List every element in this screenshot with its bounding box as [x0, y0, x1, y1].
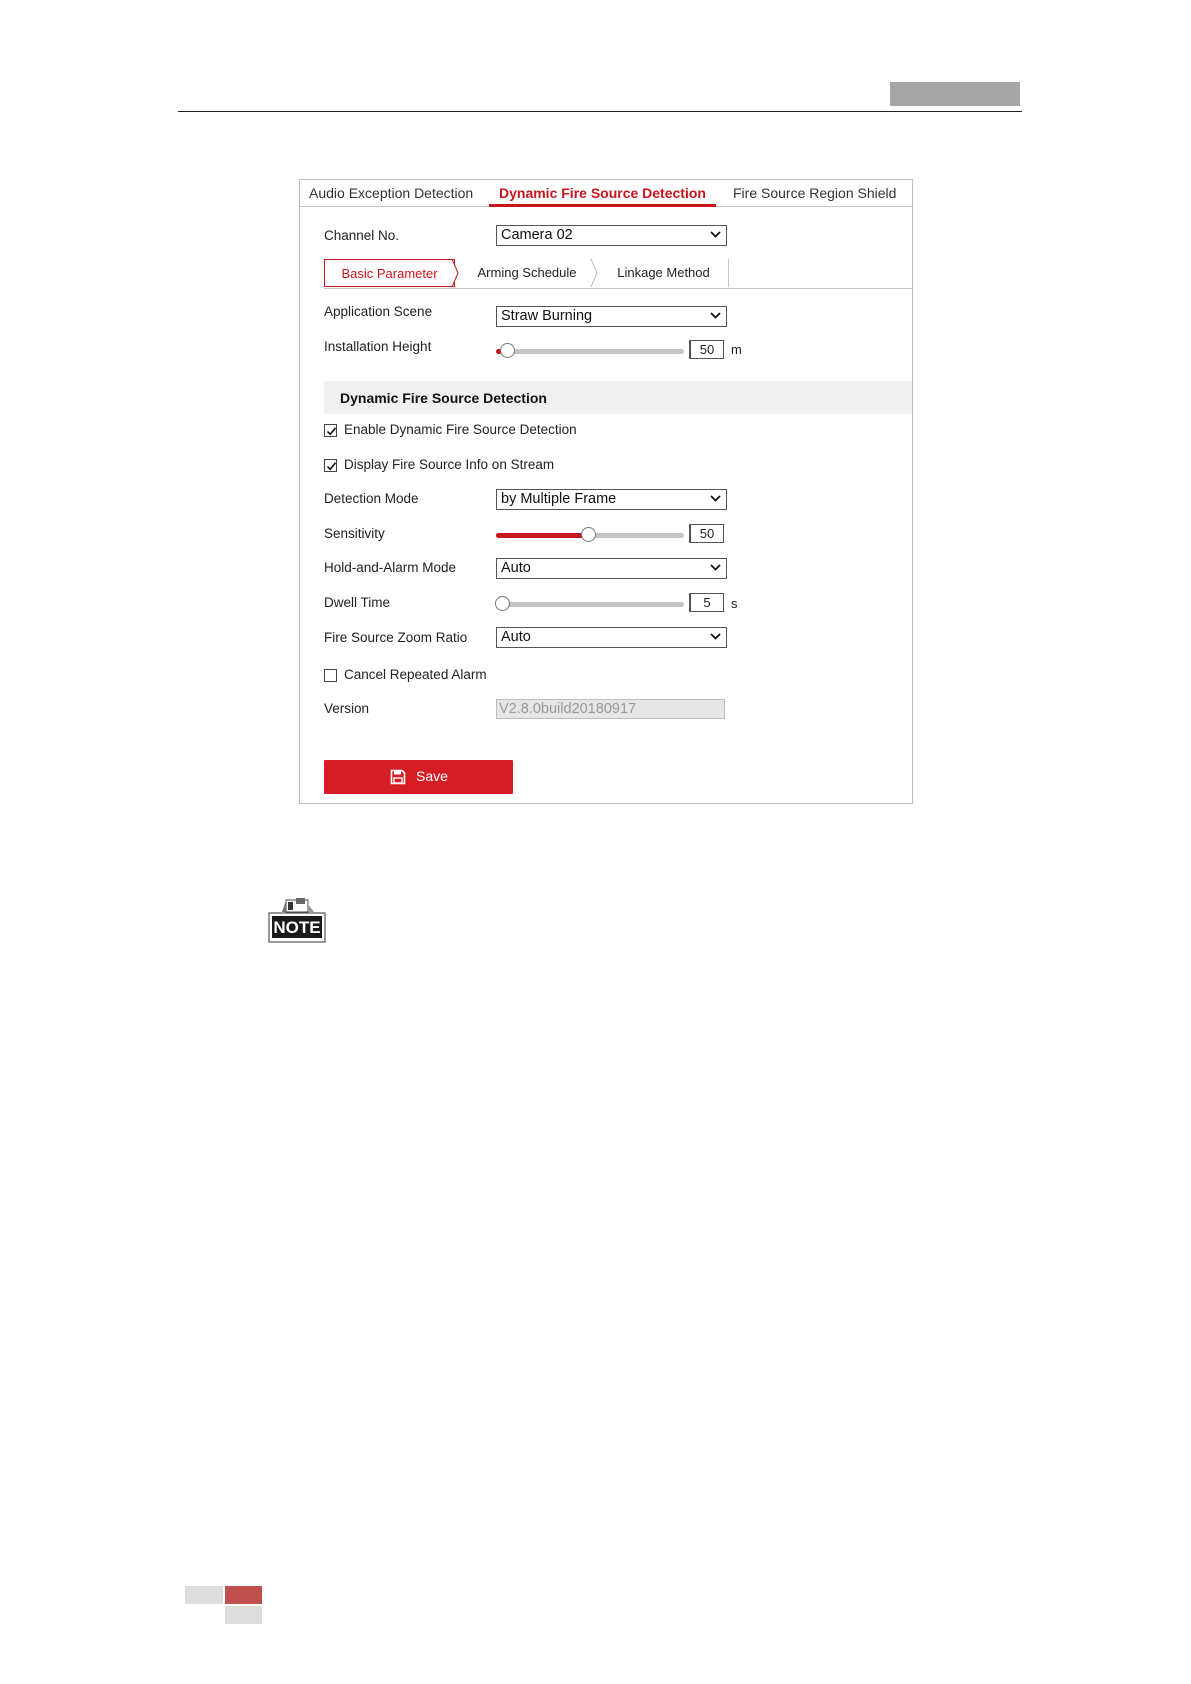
dwell-time-label: Dwell Time — [324, 595, 391, 610]
tab-separator — [590, 259, 598, 287]
save-label: Save — [416, 768, 448, 784]
checkmark-icon — [325, 425, 338, 438]
tab-dynamic-fire-source-detection[interactable]: Dynamic Fire Source Detection — [499, 180, 706, 206]
section-header — [324, 381, 912, 414]
header-block — [890, 82, 1020, 106]
chevron-down-icon — [710, 231, 721, 238]
subtab-linkage-method[interactable]: Linkage Method — [599, 259, 729, 287]
footer-block-gray — [185, 1586, 223, 1604]
display-info-label: Display Fire Source Info on Stream — [344, 457, 555, 472]
application-scene-value: Straw Burning — [501, 308, 593, 324]
installation-height-unit: m — [731, 342, 742, 357]
subtab-basic-parameter[interactable]: Basic Parameter — [324, 259, 455, 287]
installation-height-label: Installation Height — [324, 339, 432, 354]
detection-mode-select[interactable] — [496, 489, 727, 510]
floppy-disk-icon — [390, 769, 406, 785]
save-button[interactable] — [324, 760, 513, 794]
hold-alarm-mode-value: Auto — [501, 560, 531, 576]
zoom-ratio-label: Fire Source Zoom Ratio — [324, 630, 468, 645]
version-field — [496, 699, 725, 719]
settings-panel — [299, 179, 913, 804]
section-title: Dynamic Fire Source Detection — [340, 390, 547, 406]
checkmark-icon — [325, 460, 338, 473]
cancel-repeated-label: Cancel Repeated Alarm — [344, 667, 487, 682]
channel-label: Channel No. — [324, 228, 400, 243]
installation-height-slider[interactable] — [496, 349, 684, 354]
enable-detection-label: Enable Dynamic Fire Source Detection — [344, 422, 577, 437]
tab-separator — [451, 259, 459, 287]
slider-handle[interactable] — [581, 527, 596, 542]
cancel-repeated-checkbox[interactable] — [324, 669, 337, 682]
detection-mode-label: Detection Mode — [324, 491, 419, 506]
dwell-time-slider[interactable] — [496, 602, 684, 607]
sensitivity-slider[interactable] — [496, 533, 684, 538]
slider-handle[interactable] — [495, 596, 510, 611]
slider-fill — [496, 533, 588, 538]
tab-fire-source-region-shield[interactable]: Fire Source Region Shield — [733, 185, 897, 201]
main-tab-bar — [300, 180, 912, 207]
footer-block-red — [225, 1586, 262, 1604]
sensitivity-label: Sensitivity — [324, 526, 385, 541]
version-value: V2.8.0build20180917 — [499, 701, 637, 717]
version-label: Version — [324, 701, 370, 716]
application-scene-label: Application Scene — [324, 304, 433, 319]
footer-block-gray — [225, 1606, 262, 1624]
chevron-down-icon — [710, 495, 721, 502]
tab-audio-exception-detection[interactable]: Audio Exception Detection — [309, 185, 474, 201]
zoom-ratio-select[interactable] — [496, 627, 727, 648]
chevron-down-icon — [710, 312, 721, 319]
note-icon — [268, 896, 328, 944]
installation-height-input[interactable]: 50 — [689, 340, 724, 359]
header-rule — [178, 111, 1022, 112]
note-badge-text: NOTE — [273, 918, 321, 937]
display-info-checkbox[interactable] — [324, 459, 337, 472]
chevron-down-icon — [710, 564, 721, 571]
sensitivity-input[interactable]: 50 — [689, 524, 724, 543]
detection-mode-value: by Multiple Frame — [501, 491, 617, 507]
dwell-time-input[interactable]: 5 — [689, 593, 724, 612]
slider-handle[interactable] — [500, 343, 515, 358]
enable-detection-checkbox[interactable] — [324, 424, 337, 437]
hold-alarm-mode-select[interactable] — [496, 558, 727, 579]
dwell-time-unit: s — [731, 596, 738, 611]
zoom-ratio-value: Auto — [501, 629, 531, 645]
chevron-down-icon — [710, 633, 721, 640]
channel-select[interactable] — [496, 225, 727, 246]
subtab-arming-schedule[interactable]: Arming Schedule — [477, 265, 577, 280]
hold-alarm-mode-label: Hold-and-Alarm Mode — [324, 560, 457, 575]
channel-value: Camera 02 — [501, 227, 573, 243]
application-scene-select[interactable] — [496, 306, 727, 327]
sub-tab-bar — [324, 259, 912, 289]
